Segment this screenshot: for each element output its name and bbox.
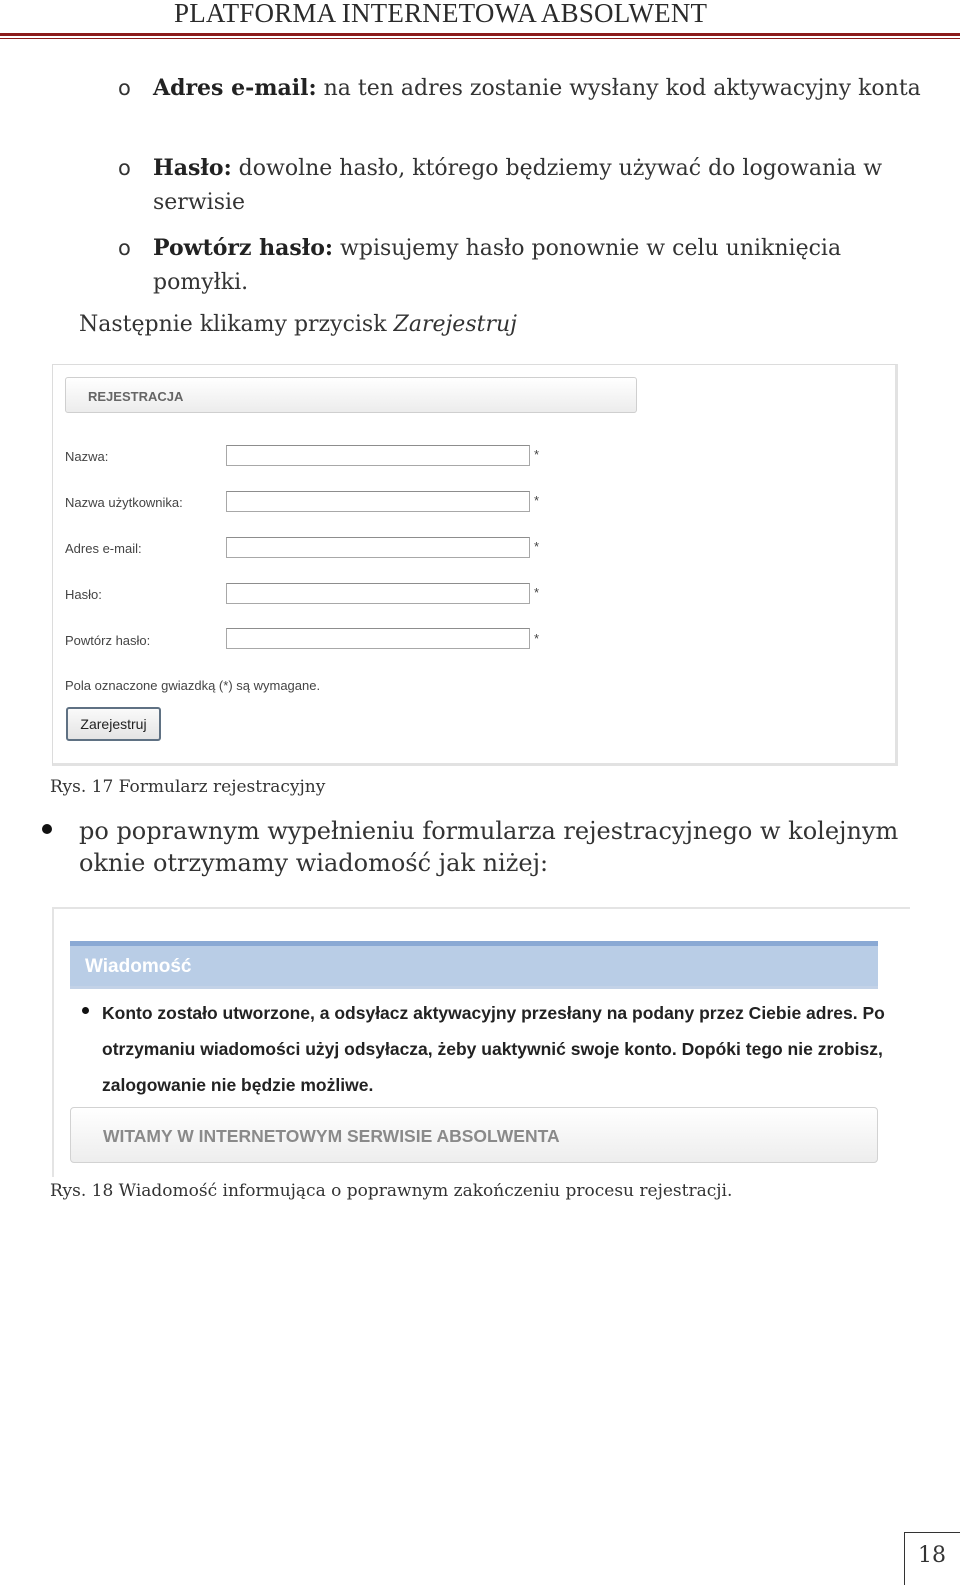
list-item-label: Hasło: — [153, 155, 232, 181]
list-marker: o — [118, 236, 131, 260]
page-number-border — [904, 1532, 905, 1585]
field-label-email: Adres e-mail: — [65, 541, 142, 556]
required-mark: * — [534, 447, 540, 462]
list-marker: o — [118, 76, 131, 100]
bullet-paragraph: po poprawnym wypełnieniu formularza rejestracyjnego w kolejnym oknie otrzymamy wiadomość jak niżej: — [79, 817, 899, 877]
welcome-banner — [70, 1107, 878, 1163]
required-mark: * — [534, 585, 540, 600]
repeat-password-input[interactable] — [226, 628, 530, 649]
figure-caption: Rys. 17 Formularz rejestracyjny — [50, 777, 326, 797]
list-item — [153, 231, 943, 300]
list-item-label: Adres e-mail: — [153, 75, 317, 101]
form-header — [65, 377, 637, 413]
paragraph-text: Następnie klikamy przycisk — [79, 312, 394, 337]
message-body: Konto zostało utworzone, a odsyłacz aktywacyjny przesłany na podany przez Ciebie adres. Po otrzymaniu wiadomości użyj odsyłacza, żeby uaktywnić swoje konto. Dopóki tego nie zrobisz, zalogowanie nie będzie możliwe. — [102, 1003, 885, 1095]
register-button[interactable]: Zarejestruj — [66, 707, 161, 741]
registration-form-figure — [52, 364, 898, 766]
list-item — [153, 71, 943, 106]
list-marker: o — [118, 156, 131, 180]
header-rule-thin — [0, 38, 960, 39]
required-mark: * — [534, 493, 540, 508]
field-label-password: Hasło: — [65, 587, 102, 602]
instruction-paragraph — [79, 312, 517, 337]
required-mark: * — [534, 631, 540, 646]
password-input[interactable] — [226, 583, 530, 604]
list-item — [153, 151, 943, 220]
field-label-name: Nazwa: — [65, 449, 109, 464]
list-item-text: na ten adres zostanie wysłany kod aktywacyjny konta — [316, 76, 921, 101]
paragraph-emphasis: Zarejestruj — [393, 312, 517, 337]
welcome-text: WITAMY W INTERNETOWYM SERWISIE ABSOLWENTA — [103, 1126, 560, 1146]
running-header-title: PLATFORMA INTERNETOWA ABSOLWENT — [174, 0, 708, 28]
page-number-border-top — [904, 1532, 960, 1533]
figure-caption: Rys. 18 Wiadomość informująca o poprawnym zakończeniu procesu rejestracji. — [50, 1181, 733, 1201]
message-bullet — [82, 1007, 89, 1014]
field-label-username: Nazwa użytkownika: — [65, 495, 183, 510]
message-title: Wiadomość — [85, 956, 192, 977]
list-item-text: wpisujemy hasło ponownie w celu uniknięcia pomyłki. — [153, 236, 842, 295]
list-item-label: Powtórz hasło: — [153, 235, 334, 261]
email-input[interactable] — [226, 537, 530, 558]
field-label-repeat-password: Powtórz hasło: — [65, 633, 151, 648]
message-figure — [52, 907, 910, 1177]
name-input[interactable] — [226, 445, 530, 466]
list-item-text: dowolne hasło, którego będziemy używać do logowania w serwisie — [153, 156, 883, 215]
page-number: 18 — [918, 1543, 946, 1568]
username-input[interactable] — [226, 491, 530, 512]
message-title-bar — [70, 941, 878, 989]
bullet-marker — [42, 824, 52, 834]
header-rule — [0, 33, 960, 36]
form-heading: REJESTRACJA — [88, 389, 184, 404]
required-fields-note: Pola oznaczone gwiazdką (*) są wymagane. — [65, 678, 321, 693]
required-mark: * — [534, 539, 540, 554]
